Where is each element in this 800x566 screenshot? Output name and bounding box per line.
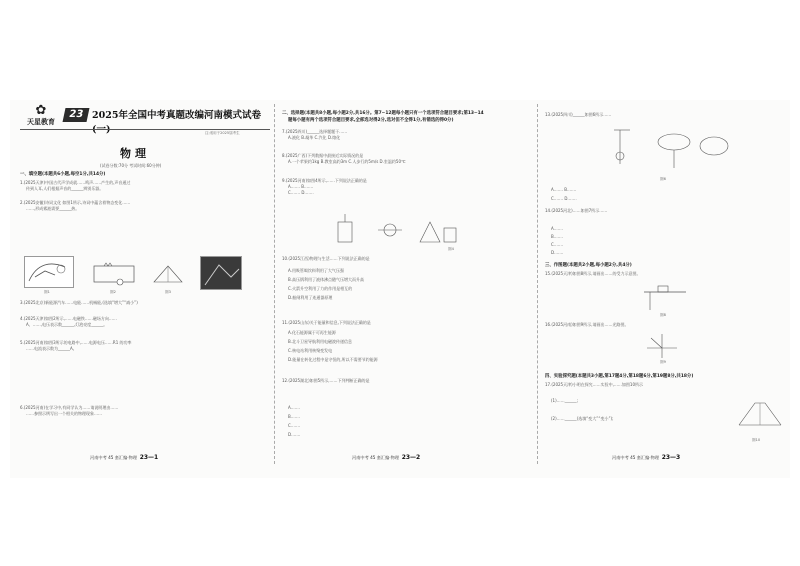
question-9-options: A.…… B.…… [288,184,314,189]
header-rule [20,129,270,130]
question-4-cont: A、……,电压表示数______,灯泡亮度______。 [26,322,108,327]
question-14: 14.(2025河北)……如图7所示…… [545,208,608,213]
question-11-option-d: D.能量在转化过程中是守恒的,所以不需要节约能源 [288,357,378,362]
page-footer: 河南中考 45 套汇编·物理 23—1 [90,454,159,461]
question-10-option-d: D.船闸利用了连通器原理 [288,295,333,300]
question-9-options: C.…… D.…… [288,190,314,195]
question-11-option-a: A.化石能源属于可再生能源 [288,330,336,335]
figure-4-label: 图4 [448,247,454,251]
page-number: 23—1 [139,454,159,461]
column-divider [537,104,538,464]
question-11-option-b: B.北斗卫星导航利用电磁波传递信息 [288,339,353,344]
page-number: 23—3 [661,454,681,461]
question-14-option-a: A.…… [551,226,563,231]
question-12-option-c: C.…… [288,423,301,428]
figure-1-label: 图1 [44,290,50,294]
question-8: 8.(2025广西)下列数据中最接近实际情况的是 [282,153,364,158]
figure-8-label: 图8 [660,313,666,317]
publisher-logo: ✿ 天星教育 [20,104,62,130]
question-2-cont: ……,形成雾凇需要______热。 [26,206,80,211]
page-number: 23—2 [401,454,421,461]
page-footer: 河南中考 45 套汇编·物理 23—3 [612,454,681,461]
question-11-option-c: C.核电站利用核聚变发电 [288,348,333,353]
question-9: 9.(2025河南)如图4所示,……下列说法正确的是 [282,178,367,183]
figure-2-label: 图2 [110,290,116,294]
question-4: 4.(2025天津)如图2所示,……电磁铁……磁场方向…… [20,316,117,321]
question-15: 15.(2025天津)如图8所示,请画出……的受力示意图。 [545,271,641,276]
exam-info: (试卷分数:70分 考试时间:60分钟) [100,163,162,168]
question-13-options: C.…… D.…… [551,196,577,201]
header-note: 注:适用于2025届考生 [205,131,240,135]
question-5-cont: ……电流表示数为______A。 [26,346,77,351]
exam-number-badge: 23 [63,108,90,122]
question-10: 10.(2025江西)物理与生活……下列说法正确的是 [282,256,370,261]
section-heading-cont: 题每小题有两个选项符合题目要求,全部选对得2分,选对但不全得1分,有错选的得0分) [288,118,454,123]
question-13-options: A.…… B.…… [551,187,577,192]
question-14-option-b: B.…… [551,234,564,239]
question-12-option-b: B.…… [288,414,301,419]
question-12-option-a: A.…… [288,405,300,410]
figure-1-image [24,256,74,288]
question-13: 13.(2025四川)______如图6所示…… [545,112,612,117]
section-heading: 四、实验探究题(本题共3小题,第17题4分,第18题6分,第19题8分,共18分) [545,374,694,379]
question-17: 17.(2025天津)小明在探究……实验中,……如图10所示 [545,382,644,387]
figure-9-diagram [645,334,679,358]
question-6: 6.(2025河南)在学习中,有同学认为……请说明理由…… [20,405,119,410]
question-14-option-d: D.…… [551,250,564,255]
question-11: 11.(2025山东)关于能量和信息,下列说法正确的是 [282,320,371,325]
subject-title: 物理 [120,147,150,160]
figure-2-circuit [90,260,140,286]
question-10-option-a: A.用吸管喝饮料利用了大气压强 [288,268,344,273]
question-10-option-b: B.高压锅利用了液体沸点随气压增大而升高 [288,277,365,282]
column-divider [274,104,275,464]
question-17-part-2: (2)……______(选填“变大”“变小”); [551,416,614,421]
section-heading: 二、选择题(本题共8小题,每小题2分,共16分。第7~12题每小题只有一个选项符合题目要求;第13~14 [282,111,484,116]
exam-title: 2025年全国中考真题改编河南模式试卷 [92,110,261,121]
section-heading: 一、填空题(本题共6小题,每空1分,共14分) [20,172,106,177]
question-17-part-1: (1)……______; [551,398,579,403]
question-7: 7.(2025四川)______选择题题干…… [282,129,348,134]
figure-photo [200,256,242,290]
star-icon: ✿ [35,103,47,118]
question-7-options: A.液化 B.凝华 C.汽化 D.熔化 [288,135,341,140]
question-16: 16.(2025河南)如图9所示,请画出……光路图。 [545,322,629,327]
question-6-cont: ……参照示例写出一个相关的物理现象…… [26,411,102,416]
figure-9-label: 图9 [660,360,666,364]
figure-3-diagram [148,260,188,286]
question-8-options: A.一个苹果约1kg B.教室高约3m C.人步行约5m/s D.室温约50℃ [288,159,406,164]
page-footer: 河南中考 45 套汇编·物理 23—2 [352,454,421,461]
question-14-option-c: C.…… [551,242,564,247]
question-12: 12.(2025湖北)如图5所示,……下列判断正确的是 [282,378,370,383]
figure-8-diagram [640,282,690,312]
question-3: 3.(2025北京)新能源汽车……电能……机械能,(选填“增大”“减小”) [20,300,138,305]
question-12-option-d: D.…… [288,432,301,437]
figure-10-label: 图10 [752,438,761,442]
question-1: 1.(2025天津)中国古代声学成就……鸣声……产生的,声音通过 [20,180,131,185]
figure-4-apparatus [330,212,460,246]
question-10-option-c: C.火箭升空利用了力的作用是相互的 [288,286,353,291]
section-heading: 三、作图题(本题共2小题,每小题2分,共4分) [545,263,632,268]
figure-6-apparatus [610,124,750,174]
figure-3-label: 图3 [165,290,171,294]
question-1-cont: 传到人耳,人们根据声音的______辨别乐器。 [26,186,104,191]
question-5: 5.(2025河南)如图3所示的电路中,……电源电压……R1 的功率 [20,340,132,345]
figure-10-apparatus [735,395,785,435]
figure-6-label: 图6 [660,177,666,181]
question-2: 2.(2025安徽)诗词文化 如图1所示,诗词中蕴含着物态变化…… [20,200,131,205]
